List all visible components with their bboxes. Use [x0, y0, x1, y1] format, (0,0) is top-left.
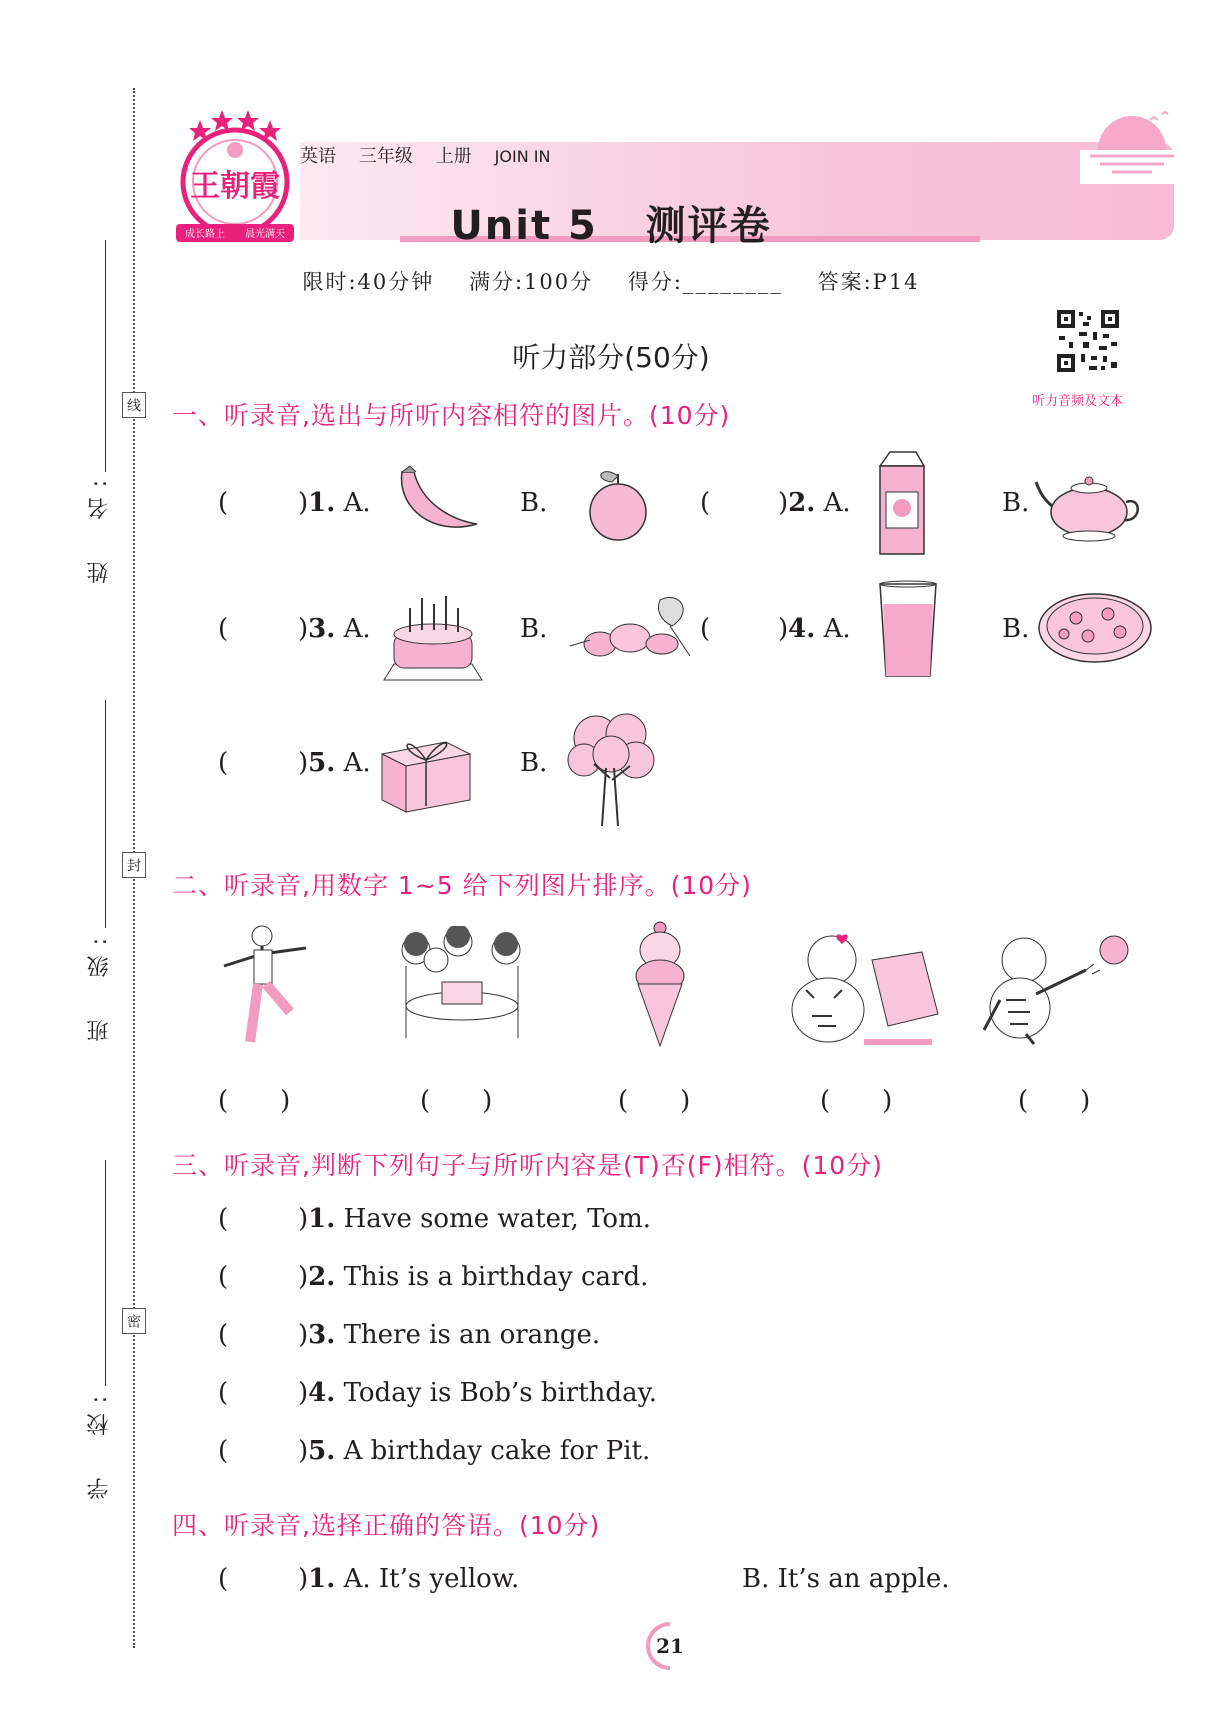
peach-icon [582, 460, 656, 544]
exam-info [0, 266, 1222, 296]
answer-paren[interactable]: ( [218, 748, 229, 778]
class-blank-line [105, 700, 106, 928]
vegetables-icon [560, 586, 700, 676]
order-paren-4[interactable]: ( ) [820, 1086, 893, 1116]
page-title: Unit 5 测评卷 [450, 203, 772, 249]
sunset-decoration-icon [1080, 108, 1180, 184]
tree-icon [556, 708, 666, 828]
page-number-badge [640, 1620, 692, 1672]
tf-paren[interactable]: ( [218, 1378, 229, 1408]
juice-glass-icon [876, 580, 940, 680]
answer-paren[interactable]: ( [218, 488, 229, 518]
seal-mark-seal: 封 [122, 852, 146, 878]
school-blank-line [105, 1160, 106, 1386]
seal-mark-line: 线 [122, 392, 146, 418]
birthday-party-icon [396, 926, 528, 1046]
class-label: 班 级: [87, 928, 112, 1042]
tiger-gift-icon [782, 930, 942, 1046]
answer-page: 答案:P14 [817, 270, 920, 294]
svg-text:晨光满天: 晨光满天 [245, 229, 285, 240]
section4-heading: 四、听录音,选择正确的答语。(10分) [172, 1511, 601, 1540]
response-item-1: )1. A. It’s yellow. [298, 1564, 520, 1594]
svg-text:成长路上: 成长路上 [185, 229, 225, 240]
svg-text:21: 21 [656, 1634, 684, 1658]
q2-option-b: B. [1002, 488, 1030, 518]
tf-item-5: )5. A birthday cake for Pit. [298, 1436, 651, 1466]
answer-paren[interactable]: ( [700, 488, 711, 518]
q1-option-b: B. [520, 488, 548, 518]
birthday-cake-icon [380, 584, 486, 684]
full-score: 满分:100分 [468, 270, 594, 294]
section3-heading: 三、听录音,判断下列句子与所听内容是(T)否(F)相符。(10分) [172, 1151, 883, 1180]
qr-caption: 听力音频及文本 [1032, 394, 1124, 409]
score-field: 得分:________ [627, 270, 783, 294]
question-3: )3. A. [298, 614, 371, 644]
question-5: )5. A. [298, 748, 371, 778]
tf-paren[interactable]: ( [218, 1436, 229, 1466]
banana-icon [392, 462, 482, 542]
teapot-icon [1034, 466, 1144, 546]
tf-paren[interactable]: ( [218, 1204, 229, 1234]
gift-box-icon [376, 720, 474, 814]
subject: 英语 [300, 146, 336, 167]
order-paren-2[interactable]: ( ) [420, 1086, 493, 1116]
tf-paren[interactable]: ( [218, 1320, 229, 1350]
order-paren-1[interactable]: ( ) [218, 1086, 291, 1116]
q3-option-b: B. [520, 614, 548, 644]
volume: 上册 [435, 146, 472, 167]
tf-paren[interactable]: ( [218, 1262, 229, 1292]
milk-carton-icon [872, 448, 932, 558]
tiger-ball-icon [976, 930, 1140, 1046]
name-label: 姓 名: [87, 470, 112, 584]
ice-cream-icon [632, 918, 688, 1048]
pizza-icon [1036, 590, 1154, 666]
seal-mark-dense: 密 [122, 1308, 146, 1334]
answer-paren[interactable]: ( [218, 614, 229, 644]
listening-part-title: 听力部分(50分) [512, 341, 710, 374]
tf-item-2: )2. This is a birthday card. [298, 1262, 649, 1292]
grade: 三年级 [358, 146, 413, 167]
svg-text:王朝霞: 王朝霞 [190, 169, 280, 204]
edition: JOIN IN [494, 147, 551, 166]
tf-item-3: )3. There is an orange. [298, 1320, 601, 1350]
boy-kicking-icon [210, 922, 320, 1050]
response-item-1-option-b: B. It’s an apple. [742, 1564, 950, 1594]
question-4: )4. A. [778, 614, 851, 644]
q4-option-b: B. [1002, 614, 1030, 644]
book-info-bar [300, 142, 550, 168]
section2-heading: 二、听录音,用数字 1~5 给下列图片排序。(10分) [172, 871, 752, 900]
tf-item-1: )1. Have some water, Tom. [298, 1204, 651, 1234]
answer-paren[interactable]: ( [218, 1564, 229, 1594]
school-label: 学 校: [87, 1386, 112, 1500]
q5-option-b: B. [520, 748, 548, 778]
order-paren-5[interactable]: ( ) [1018, 1086, 1091, 1116]
tf-item-4: )4. Today is Bob’s birthday. [298, 1378, 658, 1408]
question-1: )1. A. [298, 488, 371, 518]
time-limit: 限时:40分钟 [302, 270, 435, 294]
section1-heading: 一、听录音,选出与所听内容相符的图片。(10分) [172, 401, 731, 430]
answer-paren[interactable]: ( [700, 614, 711, 644]
order-paren-3[interactable]: ( ) [618, 1086, 691, 1116]
question-2: )2. A. [778, 488, 851, 518]
